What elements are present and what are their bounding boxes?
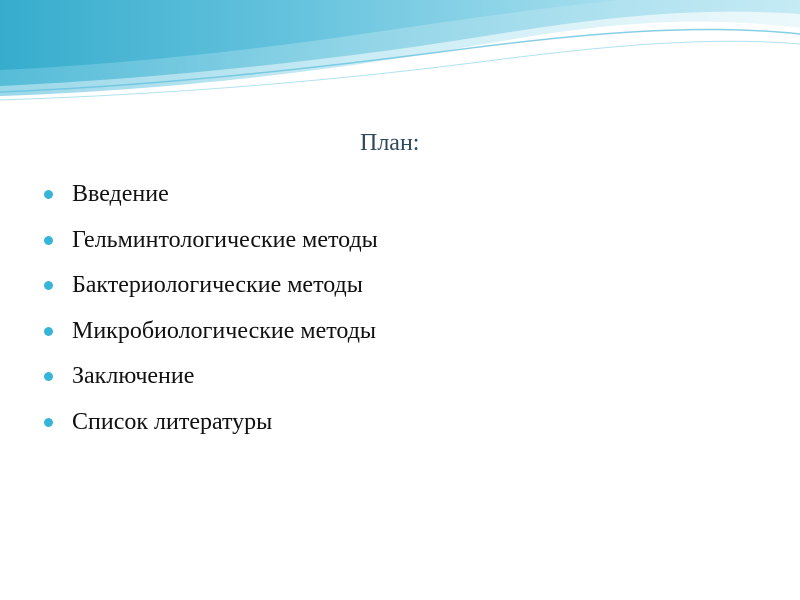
list-item [44,354,378,400]
bullet-dot-icon [44,418,53,427]
bullet-dot-icon [44,372,53,381]
list-item-label: Бактериологические методы [72,272,363,299]
list-item [44,172,378,218]
list-item [44,263,378,309]
agenda-list [44,172,378,445]
list-item [44,400,378,446]
bullet-dot-icon [44,327,53,336]
list-item-label: Заключение [72,363,195,390]
bullet-dot-icon [44,236,53,245]
list-item-label: Микробиологические методы [72,317,377,344]
bullet-dot-icon [44,190,53,199]
list-item-label: Гельминтологические методы [72,226,378,253]
list-item-label: Список литературы [72,408,273,435]
slide-title: План: [360,130,420,156]
list-item-label: Введение [72,181,169,208]
list-item [44,309,378,355]
wave-header-decoration [0,0,800,110]
bullet-dot-icon [44,281,53,290]
list-item [44,218,378,264]
